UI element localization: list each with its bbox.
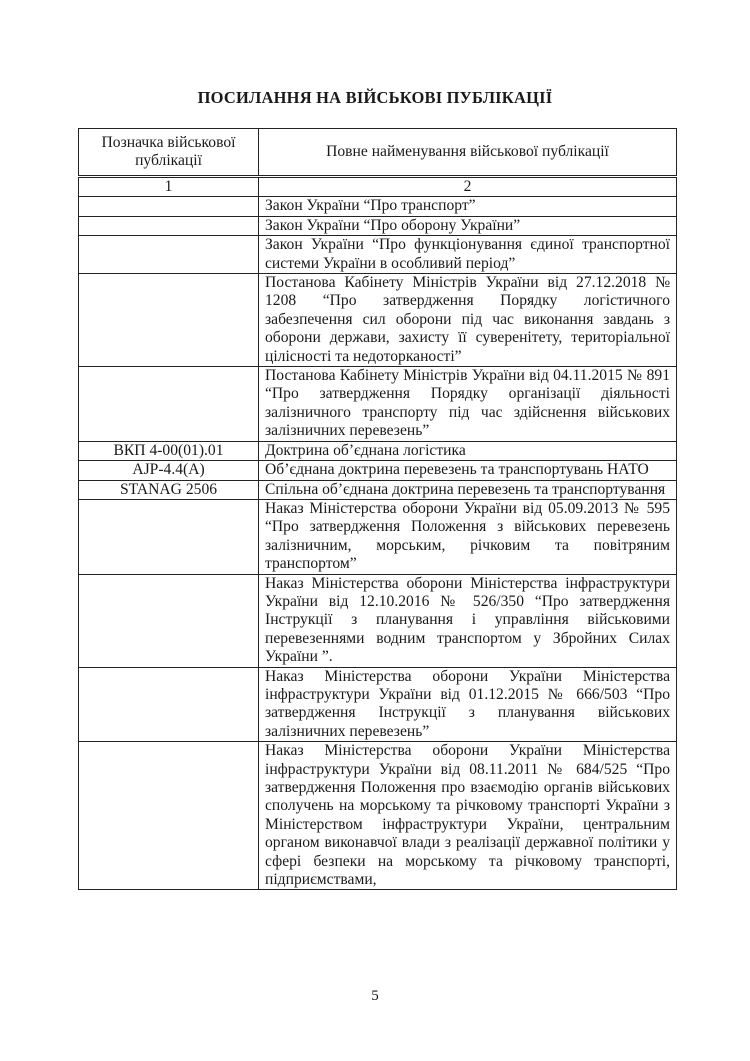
page-number: 5 [371,988,379,1004]
publication-code [79,499,259,574]
publication-name: Наказ Міністерства оборони України від 05.09.2013 № 595 “Про затвердження Положення з військових перевезень залізничним, морським, річковим та повітряним транспортом” [259,499,677,574]
table-row [79,499,677,574]
publication-name: Закон України “Про транспорт” [259,197,677,216]
table-row [79,742,677,890]
table-row [79,197,677,216]
publication-name: Постанова Кабінету Міністрів України від 27.12.2018 № 1208 “Про затвердження Порядку логістичного забезпечення сил оборони під час виконання завдань з оборони держави, захисту її суверенітету, територіальної цілісності та недоторканості” [259,274,677,367]
publication-code [79,236,259,274]
publication-code [79,367,259,442]
table-header-row [79,129,677,177]
publication-code: AJP-4.4(A) [79,461,259,480]
publication-name: Спільна об’єднана доктрина перевезень та транспортування [259,480,677,499]
table-row [79,367,677,442]
publication-code [79,216,259,235]
table-row [79,574,677,667]
publication-code [79,274,259,367]
table-row [79,667,677,742]
publication-name: Закон України “Про функціонування єдиної транспортної системи України в особливий період” [259,236,677,274]
column-number-1: 1 [79,177,259,197]
column-number-2: 2 [259,177,677,197]
column-number-row [79,177,677,197]
publication-name: Об’єднана доктрина перевезень та транспортувань НАТО [259,461,677,480]
publication-name: Наказ Міністерства оборони України Міністерства інфраструктури України від 01.12.2015 № 666/503 “Про затвердження Інструкції з планування військових залізничних перевезень” [259,667,677,742]
publication-name: Постанова Кабінету Міністрів України від 04.11.2015 № 891 “Про затвердження Порядку організації діяльності залізничного транспорту під час здійснення військових залізничних перевезень” [259,367,677,442]
publication-name: Закон України “Про оборону України” [259,216,677,235]
table-row [79,274,677,367]
publication-name: Наказ Міністерства оборони Міністерства інфраструктури України від 12.10.2016 № 526/350 “Про затвердження Інструкції з планування і управління військовими перевезеннями водним транспортом у Збройних Силах України ”. [259,574,677,667]
page-title: ПОСИЛАННЯ НА ВІЙСЬКОВІ ПУБЛІКАЦІЇ [197,88,553,107]
publication-code [79,742,259,890]
publication-code [79,197,259,216]
table-row [79,441,677,460]
table-row [79,216,677,235]
publication-code [79,574,259,667]
publication-name: Наказ Міністерства оборони України Міністерства інфраструктури України від 08.11.2011 № 684/525 “Про затвердження Положення про взаємодію органів військових сполучень на морському та річковому транспорті України з Міністерством інфраструктури України, центральним органом виконавчої влади з реалізації державної політики у сфері безпеки на морському та річковому транспорті, підприємствами, [259,742,677,890]
header-full-name: Повне найменування військової публікації [259,129,677,177]
header-designation: Позначка військової публікації [79,129,259,177]
table-row [79,461,677,480]
publication-code [79,667,259,742]
publication-code: ВКП 4-00(01).01 [79,441,259,460]
table-row [79,236,677,274]
table-row [79,480,677,499]
publications-table [78,128,677,890]
publication-code: STANAG 2506 [79,480,259,499]
publication-name: Доктрина об’єднана логістика [259,441,677,460]
